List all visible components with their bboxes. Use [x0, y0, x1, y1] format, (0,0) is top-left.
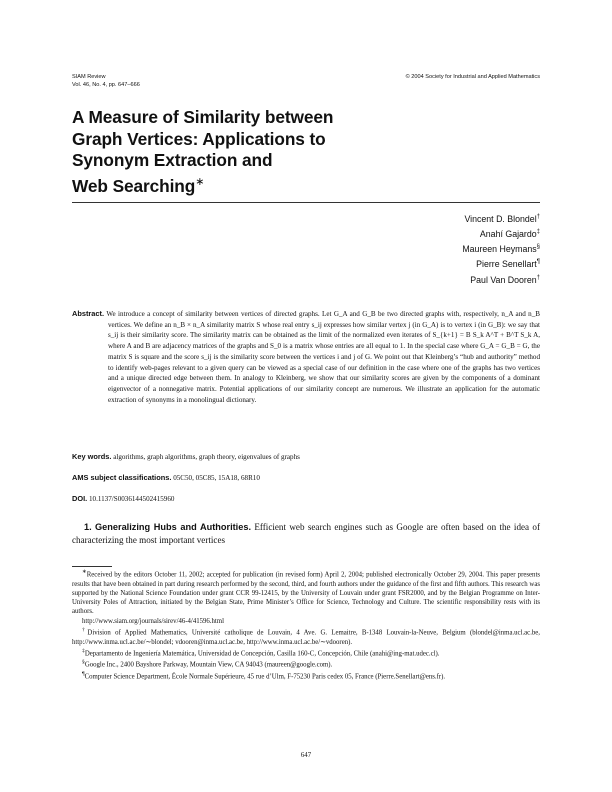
keywords: Key words. algorithms, graph algorithms, graph theory, eigenvalues of graphs [72, 452, 300, 461]
ams-classification: AMS subject classifications. 05C50, 05C85, 15A18, 68R10 [72, 473, 260, 482]
footnote-affiliation-concepcion: ‡Departamento de Ingeniería Matemática, Universidad de Concepción, Casilla 160-C, Concepción, Chile (anahi@ing-mat.udec.cl). [82, 647, 440, 658]
author: Anahí Gajardo‡ [479, 229, 540, 240]
author: Maureen Heymans§ [462, 244, 540, 255]
section-heading: Generalizing Hubs and Authorities. [95, 522, 252, 532]
title-line-2: Graph Vertices: Applications to [72, 128, 326, 149]
ams-codes: 05C50, 05C85, 15A18, 68R10 [173, 474, 260, 482]
journal-name: SIAM Review [72, 74, 106, 80]
footnote-url: http://www.siam.org/journals/sirev/46-4/41596.html [82, 617, 224, 625]
footnote-affiliation-google: §Google Inc., 2400 Bayshore Parkway, Mountain View, CA 94043 (maureen@google.com). [82, 659, 333, 669]
copyright-notice: © 2004 Society for Industrial and Applied Mathematics [405, 74, 540, 80]
running-head [72, 73, 540, 89]
abstract [72, 309, 540, 405]
footnotes [72, 568, 540, 682]
footnote-rule [72, 566, 112, 567]
title-line-1: A Measure of Similarity between [72, 107, 334, 127]
journal-volume: Vol. 46, No. 4, pp. 647–666 [72, 82, 140, 88]
title-rule [72, 202, 540, 203]
author: Vincent D. Blondel† [464, 213, 540, 224]
author: Paul Van Dooren† [470, 274, 540, 285]
doi: DOI. 10.1137/S0036144502415960 [72, 494, 175, 503]
footnote-received: ∗Received by the editors October 11, 2002; accepted for publication (in revised form) April 2, 2004; published electronically October 29, 2004. This paper presents results that have been obtained in part during research performed by the second, third, and fourth authors under the guidance of the first and fifth authors. This research was supported by the National Science Foundation under grant CCR 99-12415, by the University of Louvain under grant FSR2000, and by the Belgian Programme on Inter-University Poles of Attraction, initiated by the Belgian State, Prime Minister’s Office for Science, Technology and Culture. The scientific responsibility rests with its authors. [72, 569, 540, 616]
title-line-4: Web Searching [72, 175, 196, 196]
author: Pierre Senellart¶ [476, 259, 540, 270]
paper-title [72, 107, 452, 197]
section-text: Efficient web search engines such as Google are often based on the idea of characterizing the most important vertices [72, 522, 540, 546]
abstract-label: Abstract. [72, 309, 105, 318]
author-list [462, 211, 540, 287]
page-number: 647 [300, 752, 312, 759]
section-1 [72, 521, 540, 547]
section-number: 1. [84, 522, 92, 532]
title-line-3: Synonym Extraction and [72, 150, 273, 170]
keywords-text: algorithms, graph algorithms, graph theory, eigenvalues of graphs [113, 453, 300, 461]
footnote-affiliation-louvain: †Division of Applied Mathematics, Université catholique de Louvain, 4 Ave. G. Lemaitre, B-1348 Louvain-la-Neuve, Belgium (blondel@inma.ucl.ac.be, http://www.inma.ucl.ac.be/∼blondel; vdooren@inma.ucl.ac.be, http://www.inma.ucl.ac.be/∼vdooren). [72, 627, 541, 646]
title-footnote-mark: ∗ [195, 175, 205, 188]
footnote-affiliation-ens: ¶Computer Science Department, École Normale Supérieure, 45 rue d’Ulm, F-75230 Paris cedex 05, France (Pierre.Senellart@ens.fr). [82, 671, 446, 681]
doi-text: 10.1137/S0036144502415960 [88, 495, 175, 503]
abstract-text: We introduce a concept of similarity between vertices of directed graphs. Let G_A and G_B be two directed graphs with, respectively, n_A and n_B vertices. We define an n_B × n_A similarity matrix S whose real entry s_ij expresses how similar vertex j (in G_A) is to vertex i (in G_B): we say that s_ij is their similarity score. The similarity matrix can be obtained as the limit of the normalized even iterates of S_{k+1} = B S_k A^T + B^T S_k A, where A and B are adjacency matrices of the graphs and S_0 is a matrix whose entries are all equal to 1. In the special case where G_A = G_B = G, the matrix S is square and the score s_ij is the similarity score between the vertices i and j of G. We point out that Kleinberg’s “hub and authority” method to identify web-pages relevant to a given query can be viewed as a special case of our definition in the case where one of the graphs has two vertices and a unique directed edge between them. In analogy to Kleinberg, we show that our similarity scores are given by the components of a dominant eigenvector of a nonnegative matrix. Potential applications of our similarity concept are numerous. We illustrate an application for the automatic extraction of synonyms in a monolingual dictionary. [106, 310, 540, 404]
